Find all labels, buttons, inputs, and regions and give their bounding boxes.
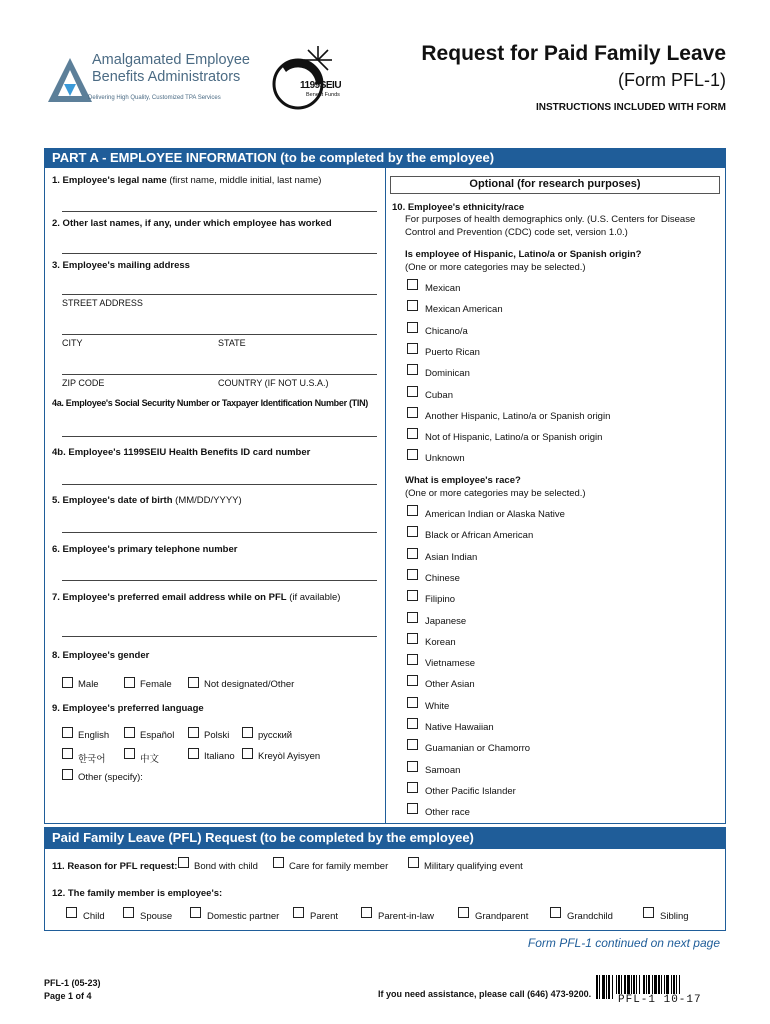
member-label: Child <box>83 911 105 922</box>
reason-bond-label: Bond with child <box>194 861 258 872</box>
city-caption: CITY <box>62 338 83 348</box>
q7-line[interactable] <box>62 636 377 637</box>
q6-label: 6. Employee's primary telephone number <box>52 544 238 555</box>
hispanic-option-label: Mexican <box>425 283 461 294</box>
q3-label: 3. Employee's mailing address <box>52 260 190 271</box>
form-id: PFL-1 (05-23) <box>44 978 101 988</box>
q4a-label: 4a. Employee's Social Security Number or Taxpayer Identification Number (TIN) <box>52 398 368 408</box>
barcode <box>596 975 726 1007</box>
race-option-label: Other race <box>425 807 470 819</box>
lang-polish-label: Polski <box>204 730 230 741</box>
member-label: Parent-in-law <box>378 911 434 922</box>
gender-other-checkbox[interactable] <box>188 677 199 688</box>
reason-military-checkbox[interactable] <box>408 857 419 868</box>
lang-korean-checkbox[interactable] <box>62 748 73 759</box>
q1-line[interactable] <box>62 211 377 212</box>
q4a-line[interactable] <box>62 436 377 437</box>
race-option-checkbox-5[interactable] <box>407 612 418 623</box>
part-a-divider <box>385 168 386 824</box>
gender-male-checkbox[interactable] <box>62 677 73 688</box>
race-option-label: White <box>425 700 450 712</box>
race-option-label: Samoan <box>425 764 461 776</box>
member-checkbox-7[interactable] <box>643 907 654 918</box>
q6-line[interactable] <box>62 580 377 581</box>
race-option-label: Korean <box>425 636 456 648</box>
race-option-label: Filipino <box>425 594 456 606</box>
q12-label: 12. The family member is employee's: <box>52 888 223 899</box>
race-option-label: Other Asian <box>425 679 475 691</box>
hispanic-option-label: Not of Hispanic, Latino/a or Spanish origin <box>425 432 603 444</box>
hispanic-option-checkbox-8[interactable] <box>407 449 418 460</box>
seiu-sub: Benefit Funds <box>306 92 340 98</box>
member-checkbox-1[interactable] <box>123 907 134 918</box>
hispanic-option-checkbox-5[interactable] <box>407 386 418 397</box>
q7-label: 7. Employee's preferred email address while on PFL (if available) <box>52 592 341 603</box>
hispanic-option-checkbox-6[interactable] <box>407 407 418 418</box>
race-option-checkbox-1[interactable] <box>407 526 418 537</box>
race-option-checkbox-3[interactable] <box>407 569 418 580</box>
member-label: Grandparent <box>475 911 529 922</box>
race-option-checkbox-4[interactable] <box>407 590 418 601</box>
q11-label: 11. Reason for PFL request: <box>52 861 178 872</box>
lang-italian-checkbox[interactable] <box>188 748 199 759</box>
gender-other-label: Not designated/Other <box>204 679 295 690</box>
hispanic-option-checkbox-1[interactable] <box>407 300 418 311</box>
member-checkbox-4[interactable] <box>361 907 372 918</box>
pfl-heading: Paid Family Leave (PFL) Request (to be completed by the employee) <box>44 827 726 849</box>
race-option-label: American Indian or Alaska Native <box>425 509 565 520</box>
race-option-checkbox-7[interactable] <box>407 654 418 665</box>
form-subtitle: (Form PFL-1) <box>618 70 726 90</box>
seiu-logo-icon <box>256 44 356 110</box>
race-option-label: Vietnamese <box>425 658 475 670</box>
hispanic-option-checkbox-2[interactable] <box>407 322 418 333</box>
seiu-logo <box>256 44 356 110</box>
seiu-name: 1199SEIU <box>300 80 342 91</box>
race-option-checkbox-8[interactable] <box>407 675 418 686</box>
hispanic-option-label: Unknown <box>425 453 465 465</box>
hispanic-option-label: Mexican American <box>425 304 503 316</box>
optional-heading: Optional (for research purposes) <box>469 178 641 190</box>
member-checkbox-0[interactable] <box>66 907 77 918</box>
aeba-name-1: Amalgamated Employee <box>92 52 250 68</box>
lang-russian-label: русский <box>258 730 293 741</box>
lang-creole-label: Kreyòl Ayisyen <box>258 751 321 762</box>
zip-caption: ZIP CODE <box>62 378 105 388</box>
member-label: Spouse <box>140 911 173 922</box>
q9-label: 9. Employee's preferred language <box>52 703 204 714</box>
q10-desc-1: For purposes of health demographics only. (U.S. Centers for Disease <box>405 214 696 225</box>
hispanic-option-checkbox-7[interactable] <box>407 428 418 439</box>
member-checkbox-6[interactable] <box>550 907 561 918</box>
lang-spanish-label: Español <box>140 730 175 741</box>
member-checkbox-2[interactable] <box>190 907 201 918</box>
lang-creole-checkbox[interactable] <box>242 748 253 759</box>
member-checkbox-5[interactable] <box>458 907 469 918</box>
lang-polish-checkbox[interactable] <box>188 727 199 738</box>
q2-line[interactable] <box>62 253 377 254</box>
lang-other-checkbox[interactable] <box>62 769 73 780</box>
q8-label: 8. Employee's gender <box>52 650 150 661</box>
lang-italian-label: Italiano <box>204 751 235 762</box>
hispanic-option-label: Chicano/a <box>425 325 468 337</box>
hispanic-option-checkbox-3[interactable] <box>407 343 418 354</box>
race-option-checkbox-6[interactable] <box>407 633 418 644</box>
race-option-label: Japanese <box>425 615 467 627</box>
page-number: Page 1 of 4 <box>44 991 92 1001</box>
state-caption: STATE <box>218 338 246 348</box>
assistance-note: If you need assistance, please call (646) 473-9200. <box>378 989 592 999</box>
barcode-text: PFL-1 10-17 <box>618 994 702 1006</box>
gender-female-checkbox[interactable] <box>124 677 135 688</box>
race-option-checkbox-2[interactable] <box>407 548 418 559</box>
race-option-label: Black or African American <box>425 530 534 542</box>
city-line[interactable] <box>62 334 377 335</box>
hispanic-option-checkbox-4[interactable] <box>407 364 418 375</box>
hispanic-option-label: Puerto Rican <box>425 346 480 358</box>
member-label: Sibling <box>660 911 689 922</box>
street-caption: STREET ADDRESS <box>62 298 143 308</box>
country-caption: COUNTRY (IF NOT U.S.A.) <box>218 378 329 388</box>
part-a-heading: PART A - EMPLOYEE INFORMATION (to be completed by the employee) <box>44 148 726 168</box>
q10-label: 10. Employee's ethnicity/race <box>392 202 525 213</box>
race-option-checkbox-10[interactable] <box>407 718 418 729</box>
gender-female-label: Female <box>140 679 172 690</box>
member-checkbox-3[interactable] <box>293 907 304 918</box>
lang-russian-checkbox[interactable] <box>242 727 253 738</box>
q4b-line[interactable] <box>62 484 377 485</box>
hispanic-option-label: Another Hispanic, Latino/a or Spanish origin <box>425 410 611 422</box>
lang-english-checkbox[interactable] <box>62 727 73 738</box>
street-line[interactable] <box>62 294 377 295</box>
race-option-checkbox-9[interactable] <box>407 697 418 708</box>
race-option-label: Asian Indian <box>425 551 478 563</box>
member-label: Domestic partner <box>207 911 280 922</box>
race-option-label: Native Hawaiian <box>425 722 494 733</box>
gender-male-label: Male <box>78 679 99 690</box>
lang-english-label: English <box>78 730 110 741</box>
q10-desc-2: Control and Prevention (CDC) code set, version 1.0.) <box>405 227 628 238</box>
q5-line[interactable] <box>62 532 377 533</box>
aeba-logo <box>44 52 254 108</box>
lang-korean-label: 한국어 <box>78 754 106 765</box>
race-option-checkbox-14[interactable] <box>407 803 418 814</box>
reason-care-label: Care for family member <box>289 861 389 872</box>
continued-note: Form PFL-1 continued on next page <box>527 936 720 950</box>
race-option-label: Other Pacific Islander <box>425 785 516 797</box>
hispanic-option-checkbox-0[interactable] <box>407 279 418 290</box>
race-question: What is employee's race? <box>405 475 521 486</box>
hispanic-question: Is employee of Hispanic, Latino/a or Spanish origin? <box>405 249 642 260</box>
race-option-checkbox-13[interactable] <box>407 782 418 793</box>
race-option-checkbox-0[interactable] <box>407 505 418 516</box>
reason-care-checkbox[interactable] <box>273 857 284 868</box>
q1-label: 1. Employee's legal name (first name, middle initial, last name) <box>52 175 322 186</box>
q4b-label: 4b. Employee's 1199SEIU Health Benefits ID card number <box>52 447 311 458</box>
race-option-checkbox-11[interactable] <box>407 739 418 750</box>
race-option-label: Chinese <box>425 572 460 584</box>
aeba-tagline: Delivering High Quality, Customized TPA Services <box>88 95 221 101</box>
instructions-note: INSTRUCTIONS INCLUDED WITH FORM <box>536 102 726 113</box>
aeba-name-2: Benefits Administrators <box>92 69 241 85</box>
member-label: Parent <box>310 911 338 922</box>
lang-spanish-checkbox[interactable] <box>124 727 135 738</box>
lang-other-label: Other (specify): <box>78 772 143 783</box>
zip-line[interactable] <box>62 374 377 375</box>
lang-chinese-checkbox[interactable] <box>124 748 135 759</box>
q2-label: 2. Other last names, if any, under which employee has worked <box>52 218 332 229</box>
race-option-checkbox-12[interactable] <box>407 761 418 772</box>
form-title: Request for Paid Family Leave <box>421 42 726 65</box>
hispanic-hint: (One or more categories may be selected.) <box>405 262 586 273</box>
race-option-label: Guamanian or Chamorro <box>425 743 531 755</box>
q5-label: 5. Employee's date of birth (MM/DD/YYYY) <box>52 495 242 506</box>
reason-bond-checkbox[interactable] <box>178 857 189 868</box>
reason-military-label: Military qualifying event <box>424 861 523 872</box>
lang-chinese-label: 中文 <box>140 754 160 765</box>
hispanic-option-label: Cuban <box>425 389 453 401</box>
hispanic-option-label: Dominican <box>425 368 470 380</box>
race-hint: (One or more categories may be selected.) <box>405 488 586 499</box>
member-label: Grandchild <box>567 911 613 922</box>
